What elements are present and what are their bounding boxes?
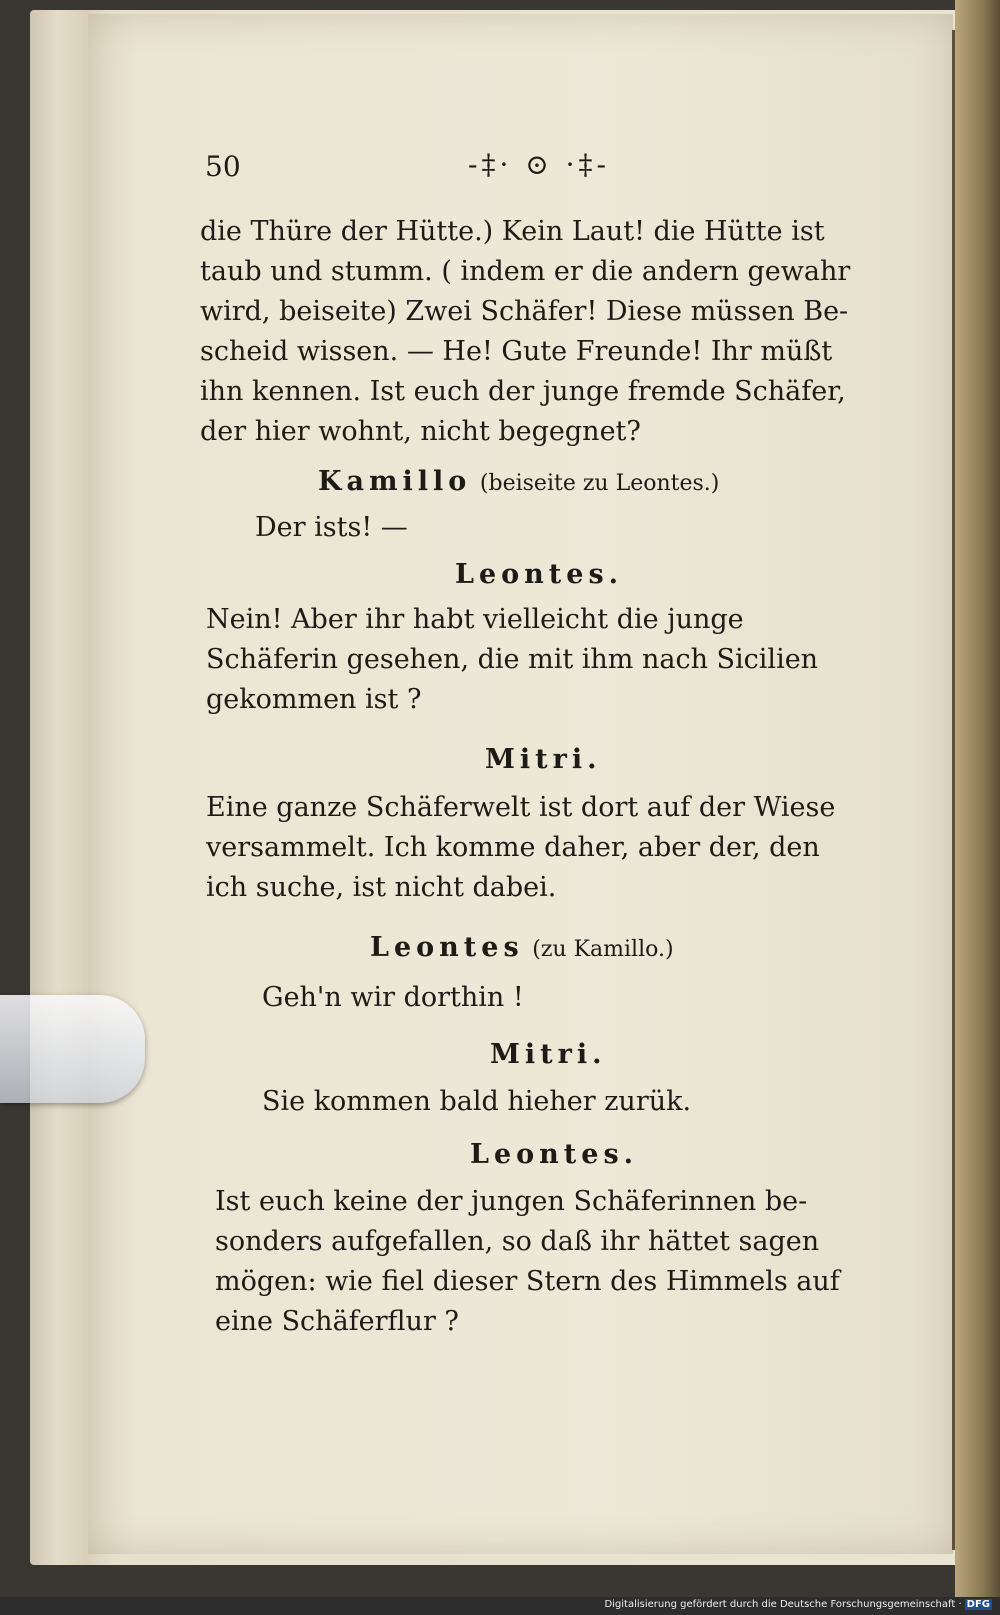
text-line-4: scheid wissen. — He! Gute Freunde! Ihr müßt (200, 336, 833, 367)
page-holder-clip (0, 995, 145, 1103)
text-line-2: taub und stumm. ( indem er die andern gewahr (200, 256, 851, 287)
funding-credit-text: Digitalisierung gefördert durch die Deutsche Forschungsgemeinschaft · (604, 1599, 962, 1610)
speech-line: gekommen ist ? (206, 684, 422, 715)
speaker-name: Leontes. (455, 559, 624, 590)
speaker-name: Mitri. (490, 1039, 607, 1070)
funding-credit (604, 1599, 992, 1610)
stage-direction: (beiseite zu Leontes.) (479, 471, 720, 496)
speech-line: Ist euch keine der jungen Schäferinnen be- (215, 1186, 808, 1217)
text-line-3: wird, beiseite) Zwei Schäfer! Diese müssen Be- (200, 296, 849, 327)
speech-line: Eine ganze Schäferwelt ist dort auf der Wiese (206, 792, 836, 823)
text-line-1: die Thüre der Hütte.) Kein Laut! die Hütte ist (200, 216, 825, 247)
dfg-logo: DFG (966, 1599, 990, 1610)
speech-line: Nein! Aber ihr habt vielleicht die junge (206, 604, 744, 635)
speech-line: Schäferin gesehen, die mit ihm nach Sicilien (206, 644, 819, 675)
page-number: 50 (205, 150, 241, 183)
speech-line: Sie kommen bald hieher zurük. (262, 1086, 692, 1117)
header-ornament: -‡· ⊙ ·‡- (468, 148, 610, 181)
speech-line: ich suche, ist nicht dabei. (206, 872, 557, 903)
text-line-6: der hier wohnt, nicht begegnet? (200, 416, 641, 447)
speech-line: eine Schäferflur ? (215, 1306, 459, 1337)
speaker-name: Leontes. (470, 1139, 639, 1170)
stage-direction: (zu Kamillo.) (532, 937, 674, 962)
book-cover-edge (955, 0, 1000, 1615)
speaker-name: Leontes (370, 932, 524, 963)
speech-line: Geh'n wir dorthin ! (262, 982, 524, 1013)
speaker-heading (370, 928, 674, 970)
text-line-5: ihn kennen. Ist euch der junge fremde Schäfer, (200, 376, 846, 407)
speaker-name: Kamillo (318, 466, 472, 497)
speech-line: versammelt. Ich komme daher, aber der, den (206, 832, 820, 863)
speech-line: mögen: wie fiel dieser Stern des Himmels auf (215, 1266, 840, 1297)
speaker-heading (318, 462, 719, 504)
speaker-name: Mitri. (485, 744, 602, 775)
speech-line: Der ists! — (255, 512, 408, 543)
speech-line: sonders aufgefallen, so daß ihr hättet sagen (215, 1226, 820, 1257)
